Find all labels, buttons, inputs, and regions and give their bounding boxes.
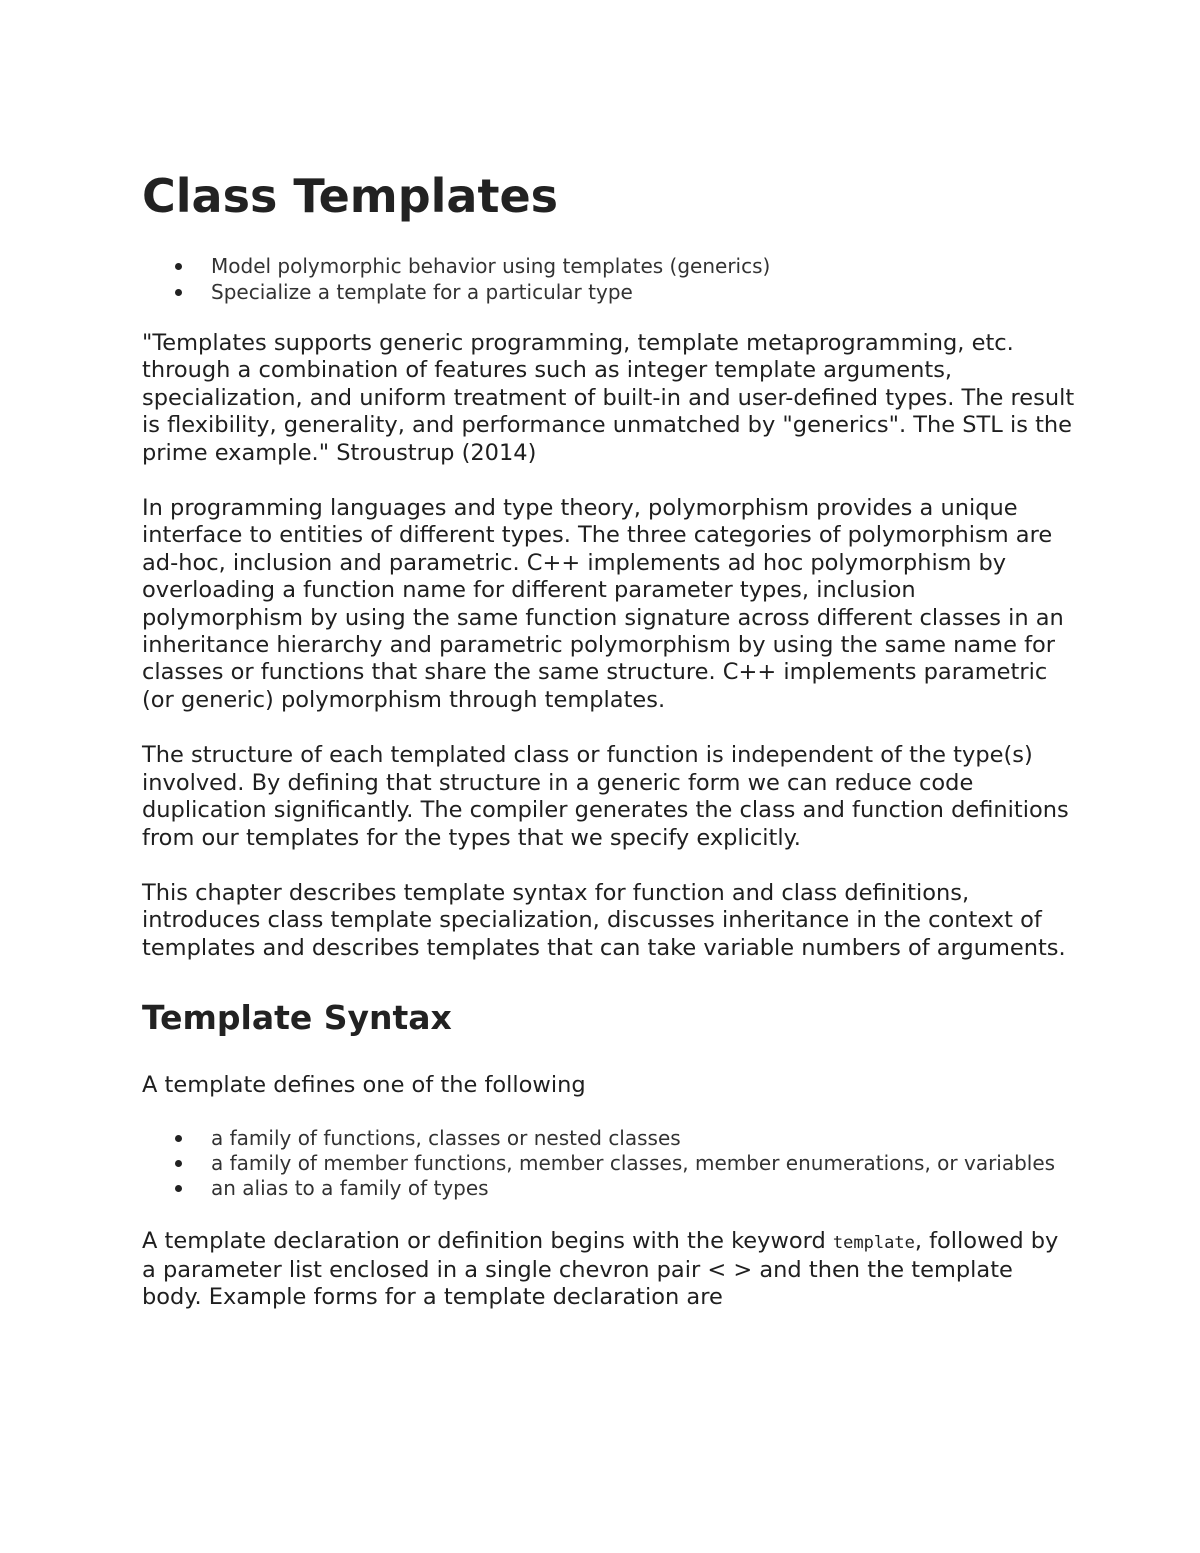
quote-paragraph: "Templates supports generic programming, template metaprogramming, etc. through a combination of features such as integer template arguments, specialization, and uniform treatment of built-in and user-defined types. The result is flexibility, generality, and performance unmatched by "generics". The STL is the prime example." Stroustrup (2014) — [142, 330, 1075, 466]
list-item — [142, 280, 1077, 304]
list-item-text: Model polymorphic behavior using templates (generics) — [211, 254, 771, 278]
list-item — [142, 1176, 1077, 1200]
list-item-text: Specialize a template for a particular type — [211, 280, 633, 304]
bullet-icon — [175, 1160, 182, 1167]
bullet-icon — [175, 1135, 182, 1142]
section-lead: A template defines one of the following — [142, 1072, 586, 1099]
page-title: Class Templates — [142, 169, 559, 223]
chapter-overview-paragraph: This chapter describes template syntax for function and class definitions, introduces class template specialization, discusses inheritance in the context of templates and describes templates that can take variable numbers of arguments. — [142, 879, 1066, 961]
bullet-icon — [175, 263, 182, 270]
polymorphism-paragraph: In programming languages and type theory, polymorphism provides a unique interface to entities of different types. The three categories of polymorphism are ad-hoc, inclusion and parametric. C++ implements ad hoc polymorphism by overloading a function name for different parameter types, inclusion polymorphism by using the same function signature across different classes in an inheritance hierarchy and parametric polymorphism by using the same name for classes or functions that share the same structure. C++ implements parametric (or generic) polymorphism through templates. — [142, 495, 1064, 713]
declaration-paragraph — [142, 1228, 1077, 1312]
list-item — [142, 1151, 1077, 1175]
bullet-icon — [175, 1185, 182, 1192]
list-item-text: a family of functions, classes or nested classes — [211, 1125, 681, 1150]
structure-paragraph: The structure of each templated class or function is independent of the type(s) involved. By defining that structure in a generic form we can reduce code duplication significantly. The compiler generates the class and function definitions from our templates for the types that we specify explicitly. — [142, 742, 1069, 851]
bullet-icon — [175, 289, 182, 296]
section-heading: Template Syntax — [142, 998, 452, 1038]
list-item — [142, 254, 1077, 278]
document-page — [142, 168, 1077, 1312]
template-keyword: template — [832, 1232, 915, 1253]
declaration-text-end: , followed by a parameter list enclosed in a single chevron pair < > and then the template body. Example forms for a template declaration are — [142, 1227, 1059, 1311]
list-item-text: a family of member functions, member classes, member enumerations, or variables — [211, 1150, 1056, 1175]
template-kinds-list — [142, 1126, 1077, 1200]
intro-bullet-list — [142, 254, 1077, 304]
list-item — [142, 1126, 1077, 1150]
list-item-text: an alias to a family of types — [211, 1175, 489, 1200]
declaration-text-start: A template declaration or definition begins with the keyword — [142, 1227, 833, 1254]
